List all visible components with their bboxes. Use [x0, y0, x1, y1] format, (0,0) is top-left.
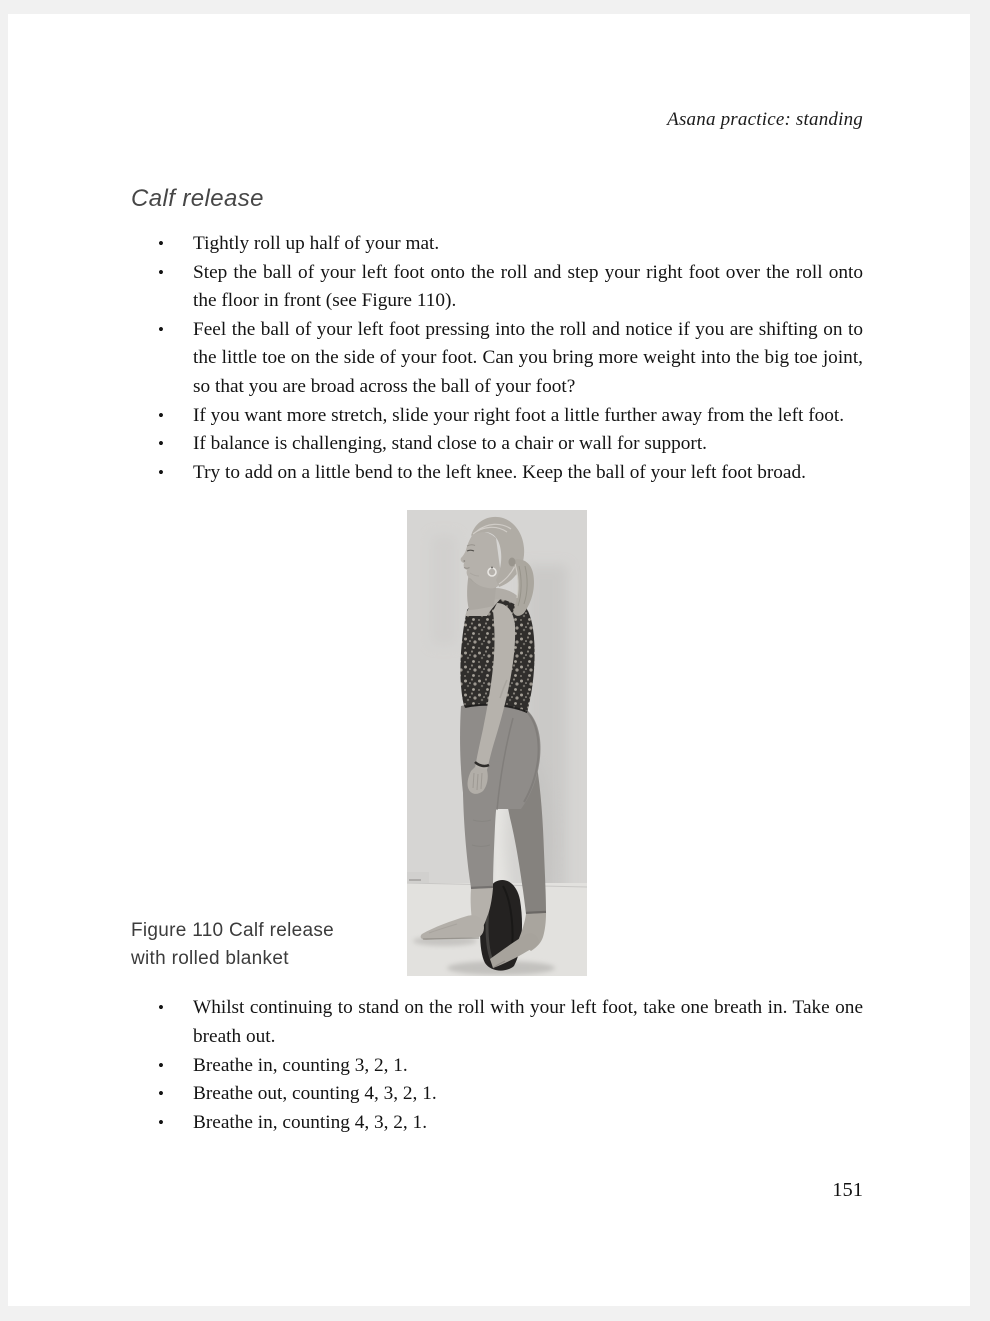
instruction-text: Try to add on a little bend to the left knee. Keep the ball of your left foot broad.	[193, 461, 806, 483]
breathing-item	[131, 1080, 863, 1109]
instruction-item	[131, 230, 863, 259]
bullet-marker: •	[158, 1055, 164, 1075]
breathing-item	[131, 1109, 863, 1138]
bullet-marker: •	[158, 434, 164, 454]
bullet-marker: •	[158, 998, 164, 1018]
bullet-marker: •	[158, 234, 164, 253]
bullet-marker: •	[158, 262, 164, 282]
instruction-text: If balance is challenging, stand close to a chair or wall for support.	[193, 433, 707, 455]
breathing-text: Breathe out, counting 4, 3, 2, 1.	[193, 1083, 437, 1105]
running-header: Asana practice: standing	[667, 109, 863, 130]
calf-release-photo-illustration	[407, 510, 587, 976]
instruction-list	[131, 230, 863, 487]
instruction-item	[131, 402, 863, 431]
section-heading: Calf release	[131, 185, 264, 212]
instruction-text: Feel the ball of your left foot pressing into the roll and notice if you are shifting on to the little toe on the side of your foot. Can you bring more weight into the big toe joint, so that you are broad across the ball of your foot?	[193, 318, 863, 397]
breathing-item	[131, 1052, 863, 1081]
instruction-text: If you want more stretch, slide your right foot a little further away from the left foot.	[193, 404, 845, 426]
figure-caption	[131, 917, 334, 973]
instruction-item	[131, 459, 863, 488]
paper-page	[8, 14, 970, 1306]
breathing-text: Breathe in, counting 3, 2, 1.	[193, 1054, 408, 1076]
bullet-marker: •	[158, 462, 164, 482]
figure-110	[131, 510, 863, 976]
breathing-list	[131, 994, 863, 1137]
figure-caption-line1: Figure 110 Calf release	[131, 920, 334, 942]
breathing-item	[131, 994, 863, 1051]
bullet-marker: •	[158, 319, 164, 339]
instruction-item	[131, 430, 863, 459]
figure-110-photo	[407, 510, 587, 976]
breathing-text: Whilst continuing to stand on the roll with your left foot, take one breath in. Take one breath out.	[193, 997, 863, 1047]
breathing-text: Breathe in, counting 4, 3, 2, 1.	[193, 1111, 428, 1133]
bullet-marker: •	[158, 1112, 164, 1132]
instruction-text: Step the ball of your left foot onto the roll and step your right foot over the roll onto the floor in front (see Figure 110).	[193, 261, 863, 312]
instruction-item	[131, 316, 863, 402]
page-number: 151	[832, 1179, 863, 1202]
instruction-item	[131, 259, 863, 316]
bullet-marker: •	[158, 405, 164, 425]
figure-caption-line2: with rolled blanket	[131, 948, 289, 970]
instruction-text: Tightly roll up half of your mat.	[193, 233, 440, 254]
page-content	[131, 14, 863, 1202]
bullet-marker: •	[158, 1084, 164, 1104]
